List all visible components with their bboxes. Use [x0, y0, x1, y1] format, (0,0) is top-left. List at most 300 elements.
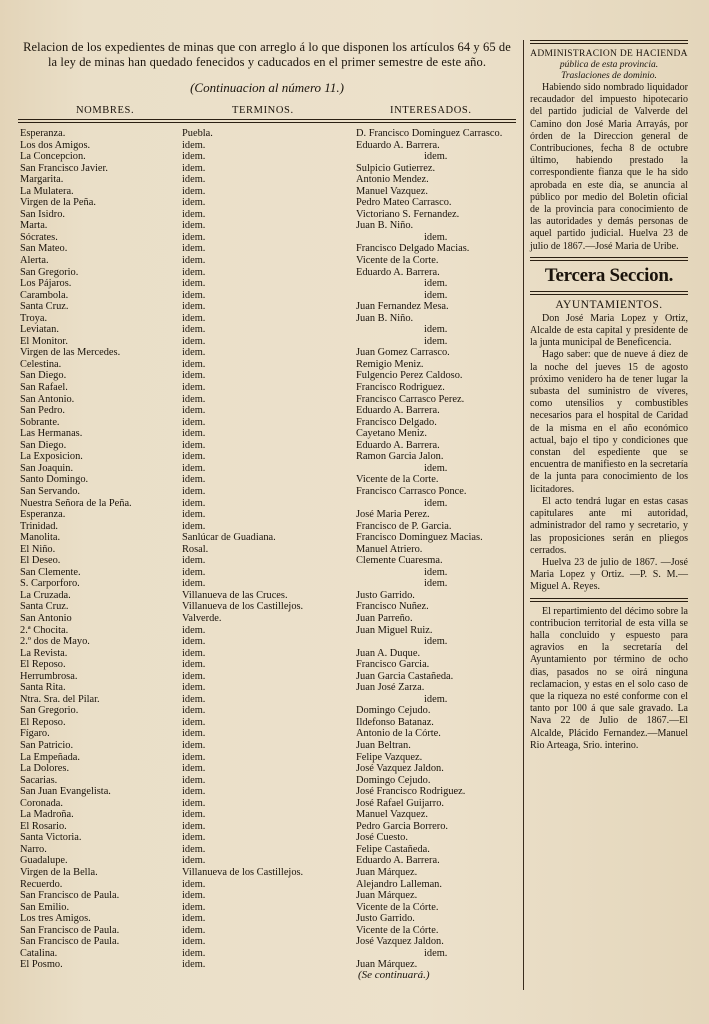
table-row [14, 382, 520, 394]
table-row [14, 440, 520, 452]
table-row [14, 151, 520, 163]
mine-interesado: Francisco de P. Garcia. [356, 520, 452, 532]
mine-name: Santa Cruz. [20, 601, 69, 613]
mine-termino: Puebla. [182, 128, 213, 139]
mine-name: Esperanza. [20, 509, 66, 521]
mine-termino: idem. [182, 335, 206, 347]
mine-name: La Concepcion. [20, 151, 86, 163]
mine-name: Sócrates. [20, 231, 58, 243]
mine-termino: idem. [182, 509, 206, 521]
mine-termino: Villanueva de los Castillejos. [182, 601, 304, 613]
ayuntamientos-heading: AYUNTAMIENTOS. [555, 298, 663, 311]
mine-termino: idem. [182, 774, 206, 786]
notice-paragraph-5: El repartimiento del décimo sobre la contribucion territorial de esta villa se halla concluido y espuesto para agravios en la secretaría del Ayuntamiento por término de ocho dias, pasados no se oirá ninguna reclamacion, y estas en el solo caso de que la riqueza no esté conforme con el tanto por 100 á que sale gravado. La Nava 22 de Julio de 1867.—El Alcalde, Plácido Fernandez.—Manuel Rio Arteaga, Srio. interino. [530, 605, 688, 751]
mine-name: La Dolores. [20, 763, 70, 775]
mine-name: San Emilio. [20, 901, 70, 913]
mine-interesado: Francisco Carrasco Perez. [356, 393, 465, 405]
table-row [14, 959, 520, 971]
mine-interesado: idem. [424, 566, 448, 578]
mine-name: 2.ª Chocita. [20, 624, 69, 636]
table-row [14, 613, 520, 625]
mine-name: El Reposo. [20, 716, 66, 728]
mine-interesado: idem. [424, 278, 448, 290]
table-row [14, 786, 520, 798]
mine-interesado: Vicente de la Córte. [356, 924, 439, 936]
mine-interesado: Juan José Zarza. [356, 682, 425, 694]
mine-termino: idem. [182, 578, 206, 590]
table-row [14, 347, 520, 359]
mine-name: La Revista. [20, 647, 68, 659]
mine-interesado: Cayetano Meniz. [356, 428, 427, 440]
mine-name: San Francisco de Paula. [20, 890, 120, 902]
mine-termino: idem. [182, 913, 206, 925]
table-row [14, 324, 520, 336]
mine-termino: idem. [182, 832, 206, 844]
mine-name: San Isidro. [20, 208, 66, 220]
mine-termino: idem. [182, 358, 206, 370]
mine-name: Recuerdo. [20, 878, 63, 890]
table-row [14, 313, 520, 325]
table-row [14, 336, 520, 348]
mine-name: Manolita. [20, 532, 61, 544]
mine-name: San Patricio. [20, 739, 74, 751]
mine-interesado: Vicente de la Corte. [356, 255, 439, 267]
mine-name: La Cruzada. [20, 589, 71, 601]
table-row [14, 752, 520, 764]
mine-interesado: Antonio de la Córte. [356, 728, 441, 740]
table-row [14, 809, 520, 821]
admin-notice [530, 82, 688, 253]
mine-interesado: José Maria Perez. [356, 509, 430, 521]
mine-termino: idem. [182, 566, 206, 578]
mine-termino: idem. [182, 624, 206, 636]
mine-interesado: Victoriano S. Fernandez. [356, 208, 460, 220]
mine-termino: idem. [182, 485, 206, 497]
table-row [14, 855, 520, 867]
admin-notice-text: Habiendo sido nombrado liquidador recaudador del impuesto hipotecario del partido judicial de Valverde del Camino don José Maria Arrayás, por órden de la Direccion general de Contribuciones, fecha 8 de octubre último, habiendo prestado la correspondiente fianza que le ha sido aprobada en este dia, se anuncia al público por medio del Boletin oficial de la provincia para conocimiento de las autoridades y demás personas de aquel partido judicial. Huelva 23 de julio de 1867.—José Maria de Uribe. [530, 82, 688, 252]
column-headers [14, 102, 520, 120]
table-row [14, 798, 520, 810]
admin-title: ADMINISTRACION DE HACIENDA [530, 49, 688, 59]
mine-termino: idem. [182, 555, 206, 567]
mine-interesado: Eduardo A. Barrera. [356, 855, 440, 867]
mine-name: Margarita. [20, 174, 64, 186]
mine-termino: idem. [182, 324, 206, 336]
mine-interesado: idem. [424, 947, 448, 959]
mine-termino: idem. [182, 636, 206, 648]
table-row [14, 902, 520, 914]
repartimiento-notice [530, 606, 688, 752]
mine-interesado: Pedro Mateo Carrasco. [356, 197, 452, 209]
table-row [14, 682, 520, 694]
mine-termino: Sanlúcar de Guadiana. [182, 532, 276, 544]
table-row [14, 936, 520, 948]
mine-interesado: idem. [424, 324, 448, 336]
mine-name: Santo Domingo. [20, 474, 89, 486]
table-row [14, 220, 520, 232]
mine-termino: idem. [182, 797, 206, 809]
mine-interesado: D. Francisco Dominguez Carrasco. [356, 128, 503, 139]
mine-termino: idem. [182, 728, 206, 740]
mine-name: San Francisco de Paula. [20, 924, 120, 936]
table-row [14, 463, 520, 475]
table-row [14, 913, 520, 925]
mine-termino: idem. [182, 301, 206, 313]
mine-termino: idem. [182, 843, 206, 855]
table-row [14, 555, 520, 567]
admin-subtitle-1: pública de esta provincia. [559, 60, 659, 70]
mine-termino: idem. [182, 947, 206, 959]
mine-interesado: idem. [424, 497, 448, 509]
list-headline: Relacion de los expedientes de minas que con arreglo á lo que disponen los artículos 64 y 65 de la ley de minas han quedado fenecidos y caducados en el primer semestre de este año. [23, 40, 511, 69]
mine-termino: idem. [182, 936, 206, 948]
mine-interesado: José Vazquez Jaldon. [356, 936, 444, 948]
table-row [14, 717, 520, 729]
mine-termino: idem. [182, 878, 206, 890]
mine-termino: idem. [182, 855, 206, 867]
header-rule [18, 119, 516, 123]
mine-name: Marta. [20, 220, 48, 232]
mine-interesado: Alejandro Lalleman. [356, 878, 442, 890]
mine-interesado: Felipe Vazquez. [356, 751, 423, 763]
admin-subtitle-2: Traslaciones de dominio. [561, 71, 657, 81]
mine-termino: idem. [182, 751, 206, 763]
mine-interesado: idem. [424, 693, 448, 705]
mine-termino: idem. [182, 659, 206, 671]
table-row [14, 278, 520, 290]
table-row [14, 544, 520, 556]
mine-interesado: Francisco Nuñez. [356, 601, 429, 613]
mine-interesado: idem. [424, 335, 448, 347]
mine-name: Narro. [20, 843, 47, 855]
mine-name: Troya. [20, 312, 48, 324]
table-row [14, 601, 520, 613]
mine-interesado: Justo Garrido. [356, 913, 415, 925]
table-row [14, 821, 520, 833]
mine-interesado: Fulgencio Perez Caldoso. [356, 370, 463, 382]
mine-interesado: Juan A. Duque. [356, 647, 421, 659]
mine-name: La Madroña. [20, 809, 74, 821]
mine-interesado: Eduardo A. Barrera. [356, 405, 440, 417]
mine-interesado: idem. [424, 636, 448, 648]
section-rule-top [530, 257, 688, 261]
table-row [14, 186, 520, 198]
table-row [14, 405, 520, 417]
mine-interesado: Juan Miguel Ruiz. [356, 624, 433, 636]
mine-termino: Valverde. [182, 612, 222, 624]
mine-interesado: José Vazquez Jaldon. [356, 763, 444, 775]
mine-name: El Posmo. [20, 959, 63, 971]
mine-interesado: Manuel Vazquez. [356, 809, 428, 821]
mine-interesado: Pedro Garcia Borrero. [356, 820, 449, 832]
mine-name: Alerta. [20, 255, 49, 267]
mine-termino: idem. [182, 520, 206, 532]
mine-termino: idem. [182, 451, 206, 463]
mine-interesado: Juan Beltran. [356, 739, 411, 751]
mine-interesado: Justo Garrido. [356, 589, 415, 601]
mine-name: El Rosario. [20, 820, 67, 832]
mine-termino: Villanueva de los Castillejos. [182, 867, 304, 878]
mine-interesado: idem. [424, 151, 448, 163]
mine-interesado: Francisco Rodriguez. [356, 382, 445, 394]
mine-termino: idem. [182, 705, 206, 717]
mine-termino: idem. [182, 393, 206, 405]
notice-paragraph-3: El acto tendrá lugar en estas casas capitulares ante mi autoridad, administrador del ramo y secretario, y las proposiciones serán en pliegos cerrados. [530, 495, 688, 556]
mine-interesado: Juan Márquez. [356, 890, 418, 902]
mine-name: Los dos Amigos. [20, 139, 91, 151]
mine-name: San Mateo. [20, 243, 68, 255]
mines-list-column [14, 38, 520, 971]
mines-table [14, 128, 520, 971]
table-row [14, 890, 520, 902]
mine-name: San Pedro. [20, 405, 66, 417]
mine-termino: idem. [182, 439, 206, 451]
table-row [14, 509, 520, 521]
mine-termino: idem. [182, 382, 206, 394]
mine-termino: idem. [182, 220, 206, 232]
section-rule-bottom [530, 291, 688, 295]
mine-termino: idem. [182, 901, 206, 913]
mine-termino: idem. [182, 716, 206, 728]
mine-termino: idem. [182, 231, 206, 243]
col-header-terminos: TERMINOS. [232, 105, 294, 116]
mine-name: San Francisco de Paula. [20, 936, 120, 948]
mine-interesado: José Rafael Guijarro. [356, 797, 445, 809]
mine-name: San Antonio. [20, 393, 75, 405]
mine-termino: idem. [182, 197, 206, 209]
mine-interesado: José Francisco Rodriguez. [356, 786, 466, 798]
mine-interesado: Juan Garcia Castañeda. [356, 670, 454, 682]
mine-interesado: Ildefonso Batanaz. [356, 716, 434, 728]
mine-name: San Gregorio. [20, 266, 79, 278]
table-row [14, 832, 520, 844]
table-row [14, 648, 520, 660]
mine-interesado: José Cuesto. [356, 832, 408, 844]
table-row [14, 590, 520, 602]
mine-name: La Empeñada. [20, 751, 81, 763]
mine-termino: idem. [182, 462, 206, 474]
mine-name: Coronada. [20, 797, 63, 809]
table-row [14, 763, 520, 775]
mine-interesado: Juan B. Niño. [356, 312, 414, 324]
mine-name: Santa Rita. [20, 682, 66, 694]
ayuntamientos-notices [530, 313, 688, 594]
mine-termino: Villanueva de las Cruces. [182, 589, 288, 601]
mine-termino: idem. [182, 289, 206, 301]
mine-name: Herrumbrosa. [20, 670, 78, 682]
mine-interesado: Clemente Cuaresma. [356, 555, 443, 567]
table-row [14, 740, 520, 752]
mine-interesado: Juan B. Niño. [356, 220, 414, 232]
mine-termino: idem. [182, 647, 206, 659]
mine-termino: idem. [182, 693, 206, 705]
mine-termino: idem. [182, 670, 206, 682]
table-row [14, 521, 520, 533]
mine-name: San Antonio [20, 612, 72, 624]
mine-name: San Diego. [20, 439, 67, 451]
mine-termino: idem. [182, 266, 206, 278]
mine-termino: idem. [182, 924, 206, 936]
table-row [14, 394, 520, 406]
mine-termino: idem. [182, 809, 206, 821]
mine-termino: idem. [182, 370, 206, 382]
mine-name: S. Carporforo. [20, 578, 80, 590]
table-row [14, 659, 520, 671]
table-row [14, 694, 520, 706]
mine-interesado: Eduardo A. Barrera. [356, 139, 440, 151]
table-row [14, 925, 520, 937]
mine-termino: idem. [182, 786, 206, 798]
to-be-continued: (Se continuará.) [358, 969, 430, 981]
mine-termino: idem. [182, 405, 206, 417]
mine-name: Santa Victoria. [20, 832, 82, 844]
mine-name: Carambola. [20, 289, 69, 301]
mine-name: San Gregorio. [20, 705, 79, 717]
mine-termino: Rosal. [182, 543, 209, 555]
mine-interesado: idem. [424, 231, 448, 243]
table-row [14, 128, 520, 140]
mine-interesado: Domingo Cejudo. [356, 705, 431, 717]
mine-interesado: Francisco Carrasco Ponce. [356, 485, 467, 497]
mine-name: San Joaquin. [20, 462, 74, 474]
mine-interesado: Eduardo A. Barrera. [356, 439, 440, 451]
mine-interesado: Francisco Delgado Macias. [356, 243, 470, 255]
right-top-rule [530, 40, 688, 44]
mine-termino: idem. [182, 890, 206, 902]
mine-termino: idem. [182, 763, 206, 775]
table-row [14, 428, 520, 440]
mine-name: Virgen de las Mercedes. [20, 347, 121, 359]
mine-name: Ntra. Sra. del Pilar. [20, 693, 100, 705]
mine-interesado: idem. [424, 578, 448, 590]
mine-interesado: Sulpicio Gutierrez. [356, 162, 436, 174]
mine-interesado: idem. [424, 462, 448, 474]
mine-name: El Niño. [20, 543, 56, 555]
mine-interesado: Ramon Garcia Jalon. [356, 451, 444, 463]
table-row [14, 163, 520, 175]
mine-name: Trinidad. [20, 520, 59, 532]
mine-interesado: Remigio Meniz. [356, 358, 424, 370]
continuation-note: (Continuacion al número 11.) [190, 80, 344, 95]
mine-interesado: Juan Márquez. [356, 959, 418, 971]
mine-name: Esperanza. [20, 128, 66, 139]
mine-name: Sobrante. [20, 416, 60, 428]
mine-termino: idem. [182, 474, 206, 486]
table-row [14, 567, 520, 579]
mine-interesado: Juan Parreño. [356, 612, 413, 624]
mine-name: Los tres Amigos. [20, 913, 91, 925]
table-row [14, 359, 520, 371]
table-row [14, 301, 520, 313]
table-row [14, 844, 520, 856]
mine-interesado: Felipe Castañeda. [356, 843, 430, 855]
mine-name: Sacarias. [20, 774, 58, 786]
mine-name: Virgen de la Bella. [20, 867, 98, 878]
table-row [14, 486, 520, 498]
table-row [14, 267, 520, 279]
table-row [14, 775, 520, 787]
column-divider [523, 40, 524, 990]
table-row [14, 243, 520, 255]
mine-termino: idem. [182, 185, 206, 197]
mine-termino: idem. [182, 428, 206, 440]
mine-name: San Servando. [20, 485, 81, 497]
mine-interesado: Manuel Atriero. [356, 543, 423, 555]
mine-name: Guadalupe. [20, 855, 68, 867]
mine-termino: idem. [182, 347, 206, 359]
table-row [14, 867, 520, 879]
table-row [14, 705, 520, 717]
mine-interesado: Domingo Cejudo. [356, 774, 431, 786]
mine-name: 2.º dos de Mayo. [20, 636, 90, 648]
mine-name: San Francisco Javier. [20, 162, 109, 174]
mine-name: El Deseo. [20, 555, 61, 567]
col-header-interesados: INTERESADOS. [390, 105, 472, 116]
mine-termino: idem. [182, 255, 206, 267]
mine-interesado: Antonio Mendez. [356, 174, 429, 186]
table-row [14, 290, 520, 302]
mine-name: El Reposo. [20, 659, 66, 671]
mine-interesado: Manuel Vazquez. [356, 185, 428, 197]
mine-termino: idem. [182, 497, 206, 509]
table-row [14, 417, 520, 429]
mine-name: Fígaro. [20, 728, 50, 740]
table-row [14, 625, 520, 637]
table-row [14, 174, 520, 186]
table-row [14, 948, 520, 960]
table-row [14, 636, 520, 648]
mine-name: San Clemente. [20, 566, 81, 578]
mine-interesado: Juan Márquez. [356, 867, 418, 878]
notice-paragraph-1: Don José Maria Lopez y Ortiz, Alcalde de esta capital y presidente de la junta municipal de Beneficencia. [530, 312, 688, 349]
mine-interesado: Juan Fernandez Mesa. [356, 301, 449, 313]
table-row [14, 140, 520, 152]
mine-termino: idem. [182, 416, 206, 428]
table-row [14, 255, 520, 267]
mine-name: Leviatan. [20, 324, 59, 336]
col-header-nombres: NOMBRES. [76, 105, 135, 116]
mine-name: La Exposicion. [20, 451, 83, 463]
mine-name: Catalina. [20, 947, 58, 959]
table-row [14, 197, 520, 209]
mine-termino: idem. [182, 820, 206, 832]
table-row [14, 209, 520, 221]
table-row [14, 474, 520, 486]
table-row [14, 879, 520, 891]
mine-termino: idem. [182, 139, 206, 151]
section-title: Tercera Seccion. [544, 264, 674, 286]
mine-termino: idem. [182, 243, 206, 255]
right-column [530, 48, 688, 752]
mine-termino: idem. [182, 312, 206, 324]
mine-termino: idem. [182, 739, 206, 751]
table-row [14, 532, 520, 544]
mine-name: Los Pájaros. [20, 278, 72, 290]
table-row [14, 578, 520, 590]
mine-interesado: Vicente de la Córte. [356, 901, 439, 913]
mine-termino: idem. [182, 174, 206, 186]
notice-paragraph-2: Hago saber: que de nueve á diez de la noche del jueves 15 de agosto próximo venidero ha de tener lugar la subasta del suministro de víveres, como utensilios y combustibles necesarios para el hospital de Caridad de la misma en el año económico actual, bajo el tipo y condiciones que constan del espediente que se encuentra de manifiesto en la secretaría de la junta para conocimiento de los licitadores. [530, 349, 688, 495]
mine-termino: idem. [182, 278, 206, 290]
mine-interesado: Juan Gomez Carrasco. [356, 347, 450, 359]
mine-termino: idem. [182, 959, 206, 971]
mine-name: Las Hermanas. [20, 428, 83, 440]
mine-interesado: idem. [424, 289, 448, 301]
mine-name: La Mulatera. [20, 185, 74, 197]
table-row [14, 232, 520, 244]
notice-separator [530, 598, 688, 602]
mine-interesado: Eduardo A. Barrera. [356, 266, 440, 278]
